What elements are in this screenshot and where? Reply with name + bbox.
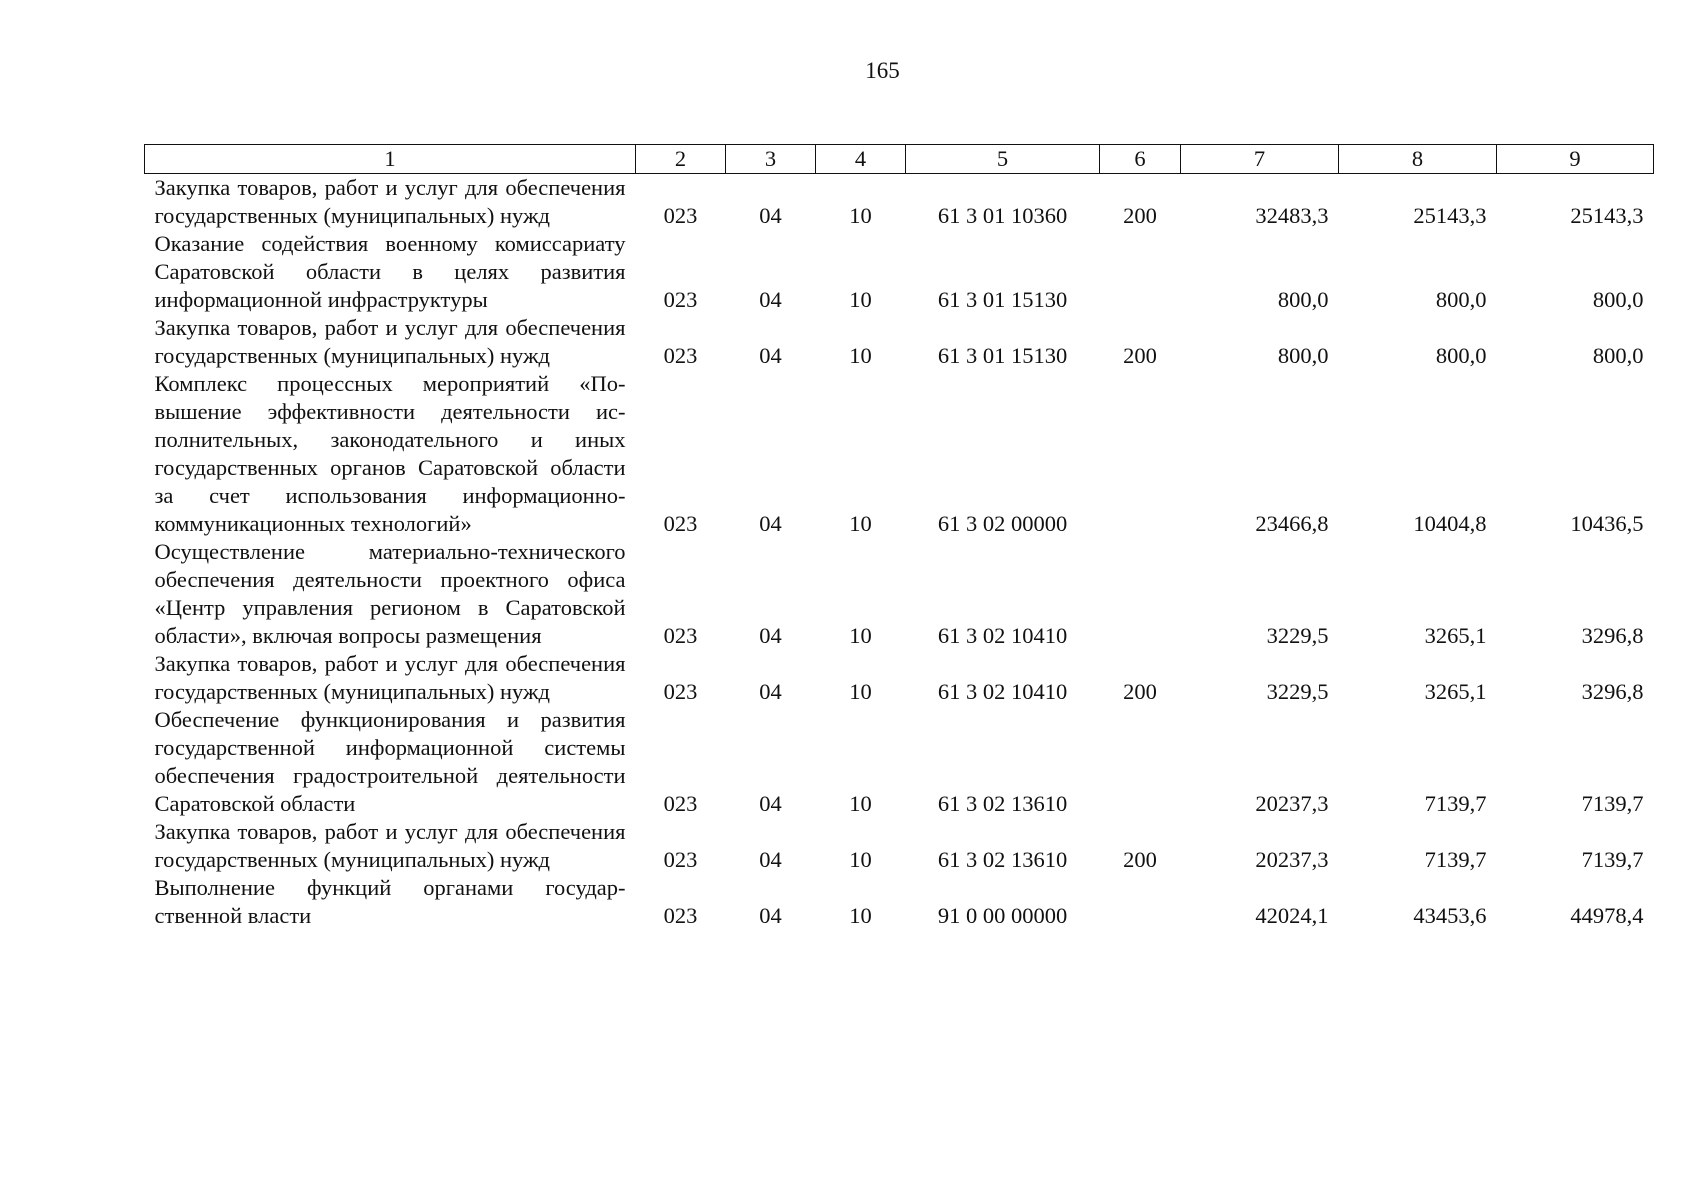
row-subsection: 10	[849, 203, 872, 228]
row-amount-2: 800,0	[1435, 287, 1487, 312]
row-name: Закупка товаров, работ и услуг для обеспечения государственных (муниципальных) нужд	[154, 175, 626, 228]
row-chapter: 023	[663, 791, 698, 816]
header-cell: 4	[816, 145, 906, 174]
row-target-article: 61 3 01 15130	[937, 343, 1068, 368]
row-amount-1: 20237,3	[1255, 847, 1329, 872]
header-cell: 7	[1181, 145, 1339, 174]
row-chapter: 023	[663, 343, 698, 368]
row-name: Комплекс процессных мероприятий «Повышение эффективности деятельности исполнительных, законодательного и иных государственных органов Саратовской области за счет использования информационно-коммуникационных технологий»	[154, 371, 626, 536]
row-amount-2: 800,0	[1435, 343, 1487, 368]
row-section: 04	[759, 679, 782, 704]
row-target-article: 61 3 02 13610	[937, 847, 1068, 872]
row-subsection: 10	[849, 847, 872, 872]
row-expense-type: 200	[1123, 847, 1157, 872]
row-amount-3: 800,0	[1592, 287, 1644, 312]
row-expense-type	[1100, 230, 1181, 314]
row-expense-type: 200	[1123, 679, 1157, 704]
row-target-article: 61 3 01 15130	[937, 287, 1068, 312]
row-expense-type	[1100, 538, 1181, 650]
row-amount-2: 7139,7	[1424, 791, 1487, 816]
row-subsection: 10	[849, 343, 872, 368]
row-subsection: 10	[849, 679, 872, 704]
row-subsection: 10	[849, 287, 872, 312]
table-row	[145, 230, 1654, 314]
row-amount-1: 800,0	[1277, 287, 1329, 312]
row-section: 04	[759, 847, 782, 872]
row-amount-3: 7139,7	[1581, 847, 1644, 872]
row-chapter: 023	[663, 203, 698, 228]
budget-table	[144, 144, 1654, 930]
row-section: 04	[759, 903, 782, 928]
row-amount-3: 7139,7	[1581, 791, 1644, 816]
row-amount-1: 3229,5	[1266, 623, 1329, 648]
row-amount-3: 10436,5	[1570, 511, 1644, 536]
table-row	[145, 818, 1654, 874]
row-amount-1: 42024,1	[1255, 903, 1329, 928]
row-amount-1: 3229,5	[1266, 679, 1329, 704]
table-row	[145, 874, 1654, 930]
row-amount-1: 800,0	[1277, 343, 1329, 368]
row-name: Осуществление материально-технического обеспечения деятельности проектного офиса «Центр управления регионом в Саратовской области», включая вопросы размещения	[154, 539, 626, 648]
row-amount-3: 44978,4	[1570, 903, 1644, 928]
row-chapter: 023	[663, 511, 698, 536]
header-cell: 8	[1339, 145, 1497, 174]
row-amount-2: 43453,6	[1413, 903, 1487, 928]
header-cell: 1	[145, 145, 636, 174]
header-cell: 6	[1100, 145, 1181, 174]
row-target-article: 61 3 02 10410	[937, 679, 1068, 704]
row-section: 04	[759, 791, 782, 816]
row-target-article: 61 3 02 13610	[937, 791, 1068, 816]
row-subsection: 10	[849, 791, 872, 816]
table-row	[145, 314, 1654, 370]
row-amount-3: 25143,3	[1570, 203, 1644, 228]
row-amount-1: 20237,3	[1255, 791, 1329, 816]
row-amount-2: 25143,3	[1413, 203, 1487, 228]
row-amount-2: 3265,1	[1424, 679, 1487, 704]
row-expense-type	[1100, 874, 1181, 930]
row-section: 04	[759, 511, 782, 536]
row-name: Оказание содействия военному комиссариату Саратовской области в целях развития информационной инфраструктуры	[154, 231, 626, 312]
row-section: 04	[759, 343, 782, 368]
header-row	[145, 145, 1654, 174]
row-name: Выполнение функций органами государственной власти	[154, 875, 626, 928]
row-chapter: 023	[663, 903, 698, 928]
row-subsection: 10	[849, 511, 872, 536]
row-name: Закупка товаров, работ и услуг для обеспечения государственных (муниципальных) нужд	[154, 819, 626, 872]
table-row	[145, 538, 1654, 650]
row-target-article: 91 0 00 00000	[937, 903, 1068, 928]
row-target-article: 61 3 02 00000	[937, 511, 1068, 536]
row-amount-1: 23466,8	[1255, 511, 1329, 536]
row-section: 04	[759, 287, 782, 312]
row-name: Закупка товаров, работ и услуг для обеспечения государственных (муниципальных) нужд	[154, 651, 626, 704]
row-amount-3: 3296,8	[1581, 623, 1644, 648]
row-chapter: 023	[663, 287, 698, 312]
page-number: 165	[865, 58, 900, 83]
row-chapter: 023	[663, 847, 698, 872]
row-expense-type	[1100, 706, 1181, 818]
row-section: 04	[759, 623, 782, 648]
row-expense-type: 200	[1123, 203, 1157, 228]
header-cell: 2	[636, 145, 726, 174]
row-name: Обеспечение функционирования и развития государственной информационной системы обеспечения градостроительной деятельности Саратовской области	[154, 707, 626, 816]
table-row	[145, 706, 1654, 818]
row-chapter: 023	[663, 679, 698, 704]
row-subsection: 10	[849, 623, 872, 648]
row-chapter: 023	[663, 623, 698, 648]
table-row	[145, 650, 1654, 706]
row-amount-2: 10404,8	[1413, 511, 1487, 536]
row-target-article: 61 3 01 10360	[937, 203, 1068, 228]
row-amount-1: 32483,3	[1255, 203, 1329, 228]
row-amount-2: 7139,7	[1424, 847, 1487, 872]
row-expense-type: 200	[1123, 343, 1157, 368]
header-cell: 5	[906, 145, 1100, 174]
header-cell: 3	[726, 145, 816, 174]
row-expense-type	[1100, 370, 1181, 538]
row-name: Закупка товаров, работ и услуг для обеспечения государственных (муниципальных) нужд	[154, 315, 626, 368]
header-cell: 9	[1497, 145, 1654, 174]
row-amount-3: 800,0	[1592, 343, 1644, 368]
row-subsection: 10	[849, 903, 872, 928]
table-row	[145, 370, 1654, 538]
row-section: 04	[759, 203, 782, 228]
row-target-article: 61 3 02 10410	[937, 623, 1068, 648]
row-amount-2: 3265,1	[1424, 623, 1487, 648]
table-row	[145, 174, 1654, 231]
row-amount-3: 3296,8	[1581, 679, 1644, 704]
